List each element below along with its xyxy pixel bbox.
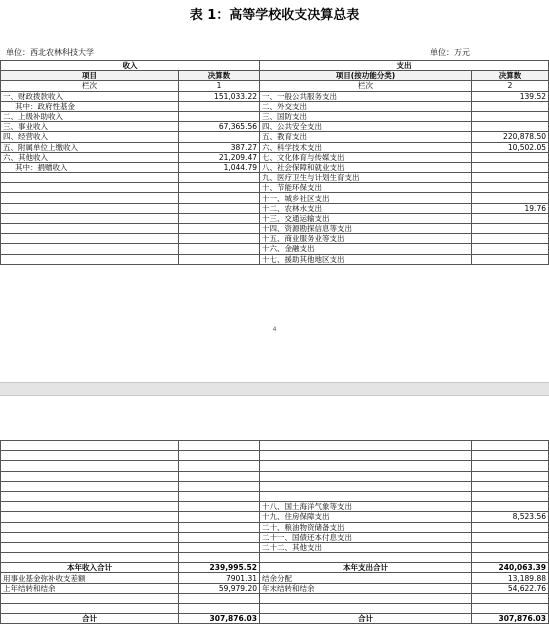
table-row — [1, 173, 549, 183]
table-row — [1, 542, 549, 552]
income-item-cell — [1, 553, 179, 563]
expense-item-cell: 本年支出合计 — [260, 563, 472, 573]
expense-amount-cell — [472, 213, 549, 223]
income-amount-cell — [179, 254, 260, 264]
income-amount-cell — [179, 593, 260, 603]
expense-item-cell: 七、文化体育与传媒支出 — [260, 152, 472, 162]
expense-item-cell: 结余分配 — [260, 573, 472, 583]
income-item-cell — [1, 203, 179, 213]
income-amount-cell: 21,209.47 — [179, 152, 260, 162]
income-amount-cell — [179, 502, 260, 512]
expense-amount-cell — [472, 224, 549, 234]
expense-amount-cell — [472, 101, 549, 111]
expense-item-cell: 合计 — [260, 614, 472, 624]
page-number: 4 — [272, 326, 277, 333]
table-row — [1, 234, 549, 244]
report-title: 表 1：高等学校收支决算总表 — [189, 8, 360, 23]
expense-item-cell: 四、公共安全支出 — [260, 122, 472, 132]
income-amount-cell — [179, 193, 260, 203]
expense-item-cell: 十六、金融支出 — [260, 244, 472, 254]
expense-amount-cell: 240,063.39 — [472, 563, 549, 573]
table-row — [1, 132, 549, 142]
income-amount-cell — [179, 491, 260, 501]
expense-amount-cell — [472, 471, 549, 481]
income-amount-cell: 239,995.52 — [179, 563, 260, 573]
income-item-cell — [1, 481, 179, 491]
expense-amount-cell — [472, 593, 549, 603]
expense-amount-cell — [472, 173, 549, 183]
expense-item-cell — [260, 451, 472, 461]
income-amount-cell — [179, 132, 260, 142]
expense-amount-cell — [472, 451, 549, 461]
table-row — [1, 101, 549, 111]
summary-table-top — [0, 60, 549, 265]
income-item-cell — [1, 451, 179, 461]
income-item-cell — [1, 461, 179, 471]
expense-amount-cell — [472, 441, 549, 451]
income-item-cell — [1, 441, 179, 451]
expense-item-cell: 二十、粮油物资储备支出 — [260, 522, 472, 532]
expense-item-cell: 五、教育支出 — [260, 132, 472, 142]
expense-item-cell: 十三、交通运输支出 — [260, 213, 472, 223]
table-row — [1, 502, 549, 512]
expense-amount-cell — [472, 553, 549, 563]
income-amount-cell: 151,033.22 — [179, 91, 260, 101]
income-item-cell: 合计 — [1, 614, 179, 624]
page-break-separator — [0, 382, 549, 396]
expense-item-cell: 十、节能环保支出 — [260, 183, 472, 193]
income-amount-cell — [179, 512, 260, 522]
expense-amount-header: 决算数 — [472, 71, 549, 81]
income-item-cell — [1, 183, 179, 193]
expense-item-cell — [260, 481, 472, 491]
expense-amount-cell — [472, 522, 549, 532]
expense-amount-cell — [472, 532, 549, 542]
income-amount-cell — [179, 203, 260, 213]
expense-amount-cell — [472, 254, 549, 264]
income-amount-cell — [179, 522, 260, 532]
expense-amount-cell — [472, 542, 549, 552]
income-amount-cell: 387.27 — [179, 142, 260, 152]
expense-amount-cell: 13,189.88 — [472, 573, 549, 583]
expense-item-cell: 三、国防支出 — [260, 111, 472, 121]
income-item-cell: 一、财政拨款收入 — [1, 91, 179, 101]
income-item-cell — [1, 173, 179, 183]
table-row — [1, 522, 549, 532]
table-row — [1, 224, 549, 234]
expense-item-cell: 八、社会保障和就业支出 — [260, 162, 472, 172]
table-row — [1, 451, 549, 461]
expense-item-cell: 二十二、其他支出 — [260, 542, 472, 552]
income-item-cell — [1, 254, 179, 264]
expense-item-cell: 年末结转和结余 — [260, 583, 472, 593]
expense-amount-cell: 139.52 — [472, 91, 549, 101]
income-item-cell — [1, 522, 179, 532]
income-amount-cell — [179, 532, 260, 542]
income-item-header: 项目 — [1, 71, 179, 81]
expense-item-cell — [260, 441, 472, 451]
income-item-cell — [1, 502, 179, 512]
table-row — [1, 244, 549, 254]
income-amount-cell — [179, 244, 260, 254]
income-amount-cell: 1,044.79 — [179, 162, 260, 172]
table-row — [1, 142, 549, 152]
expense-item-cell — [260, 593, 472, 603]
expense-item-cell: 十四、资源勘探信息等支出 — [260, 224, 472, 234]
expense-item-cell — [260, 491, 472, 501]
income-amount-cell — [179, 481, 260, 491]
table-row — [1, 614, 549, 624]
income-amount-cell: 59,979.20 — [179, 583, 260, 593]
income-amount-cell: 67,365.56 — [179, 122, 260, 132]
income-item-cell — [1, 224, 179, 234]
table-row — [1, 441, 549, 451]
income-col-label: 栏次 — [1, 81, 179, 91]
income-item-cell — [1, 593, 179, 603]
expense-amount-cell: 307,876.03 — [472, 614, 549, 624]
income-amount-cell: 307,876.03 — [179, 614, 260, 624]
table-row — [1, 122, 549, 132]
expense-item-cell: 二、外交支出 — [260, 101, 472, 111]
column-index-row — [1, 81, 549, 91]
table-row — [1, 91, 549, 101]
table-row — [1, 512, 549, 522]
income-section-header: 收入 — [1, 61, 260, 71]
income-item-cell — [1, 244, 179, 254]
expense-item-cell: 六、科学技术支出 — [260, 142, 472, 152]
expense-amount-cell — [472, 152, 549, 162]
expense-item-cell: 九、医疗卫生与计划生育支出 — [260, 173, 472, 183]
table-row — [1, 162, 549, 172]
expense-item-cell: 十七、援助其他地区支出 — [260, 254, 472, 264]
expense-amount-cell: 220,878.50 — [472, 132, 549, 142]
expense-amount-cell — [472, 111, 549, 121]
expense-item-cell — [260, 461, 472, 471]
table-row — [1, 254, 549, 264]
income-item-cell — [1, 234, 179, 244]
income-item-cell: 上年结转和结余 — [1, 583, 179, 593]
income-amount-cell — [179, 471, 260, 481]
income-item-cell: 二、上级补助收入 — [1, 111, 179, 121]
expense-amount-cell — [472, 193, 549, 203]
income-item-cell: 五、附属单位上缴收入 — [1, 142, 179, 152]
expense-amount-cell — [472, 491, 549, 501]
table-row — [1, 532, 549, 542]
expense-item-cell: 十九、住房保障支出 — [260, 512, 472, 522]
summary-table-bottom — [0, 440, 549, 624]
column-header-row — [1, 71, 549, 81]
expense-item-cell: 一、一般公共服务支出 — [260, 91, 472, 101]
expense-amount-cell — [472, 461, 549, 471]
expense-col-label: 栏次 — [260, 81, 472, 91]
expense-amount-cell — [472, 234, 549, 244]
table-row — [1, 183, 549, 193]
income-amount-cell — [179, 173, 260, 183]
income-item-cell — [1, 512, 179, 522]
income-item-cell: 四、经营收入 — [1, 132, 179, 142]
income-item-cell: 六、其他收入 — [1, 152, 179, 162]
income-item-cell: 其中：捐赠收入 — [1, 162, 179, 172]
income-item-cell — [1, 213, 179, 223]
currency-unit: 单位：万元 — [430, 48, 470, 57]
expense-amount-cell: 19.76 — [472, 203, 549, 213]
income-amount-cell — [179, 553, 260, 563]
income-amount-cell — [179, 461, 260, 471]
expense-amount-cell — [472, 162, 549, 172]
expense-item-cell: 二十一、国债还本付息支出 — [260, 532, 472, 542]
section-header-row — [1, 61, 549, 71]
income-item-cell — [1, 491, 179, 501]
expense-section-header: 支出 — [260, 61, 549, 71]
table-row — [1, 553, 549, 563]
income-item-cell — [1, 542, 179, 552]
table-row — [1, 152, 549, 162]
expense-amount-cell: 54,622.76 — [472, 583, 549, 593]
expense-item-cell: 十八、国土海洋气象等支出 — [260, 502, 472, 512]
expense-item-cell — [260, 471, 472, 481]
table-row — [1, 593, 549, 603]
expense-item-header: 项目(按功能分类) — [260, 71, 472, 81]
table-row — [1, 563, 549, 573]
expense-amount-cell: 10,502.05 — [472, 142, 549, 152]
income-item-cell: 本年收入合计 — [1, 563, 179, 573]
expense-item-cell: 十五、商业服务业等支出 — [260, 234, 472, 244]
income-item-cell: 其中：政府性基金 — [1, 101, 179, 111]
expense-amount-cell: 8,523.56 — [472, 512, 549, 522]
reporting-unit: 单位：西北农林科技大学 — [6, 48, 94, 57]
table-row — [1, 461, 549, 471]
table-row — [1, 491, 549, 501]
table-row — [1, 573, 549, 583]
table-row — [1, 203, 549, 213]
income-amount-cell — [179, 183, 260, 193]
income-item-cell — [1, 471, 179, 481]
income-col-number: 1 — [179, 81, 260, 91]
income-amount-cell — [179, 224, 260, 234]
table-row — [1, 481, 549, 491]
income-amount-cell — [179, 111, 260, 121]
income-item-cell — [1, 532, 179, 542]
expense-col-number: 2 — [472, 81, 549, 91]
income-amount-cell — [179, 451, 260, 461]
income-item-cell — [1, 193, 179, 203]
expense-amount-cell — [472, 122, 549, 132]
table-row — [1, 471, 549, 481]
income-amount-cell — [179, 234, 260, 244]
income-amount-header: 决算数 — [179, 71, 260, 81]
expense-item-cell: 十一、城乡社区支出 — [260, 193, 472, 203]
income-amount-cell — [179, 101, 260, 111]
expense-amount-cell — [472, 481, 549, 491]
income-amount-cell — [179, 213, 260, 223]
income-amount-cell — [179, 441, 260, 451]
expense-item-cell: 十二、农林水支出 — [260, 203, 472, 213]
income-item-cell: 用事业基金弥补收支差额 — [1, 573, 179, 583]
expense-item-cell — [260, 553, 472, 563]
income-amount-cell: 7901.31 — [179, 573, 260, 583]
table-row — [1, 193, 549, 203]
income-amount-cell — [179, 542, 260, 552]
income-item-cell: 三、事业收入 — [1, 122, 179, 132]
expense-amount-cell — [472, 183, 549, 193]
expense-amount-cell — [472, 502, 549, 512]
table-row — [1, 111, 549, 121]
table-row — [1, 213, 549, 223]
expense-amount-cell — [472, 244, 549, 254]
table-row — [1, 583, 549, 593]
